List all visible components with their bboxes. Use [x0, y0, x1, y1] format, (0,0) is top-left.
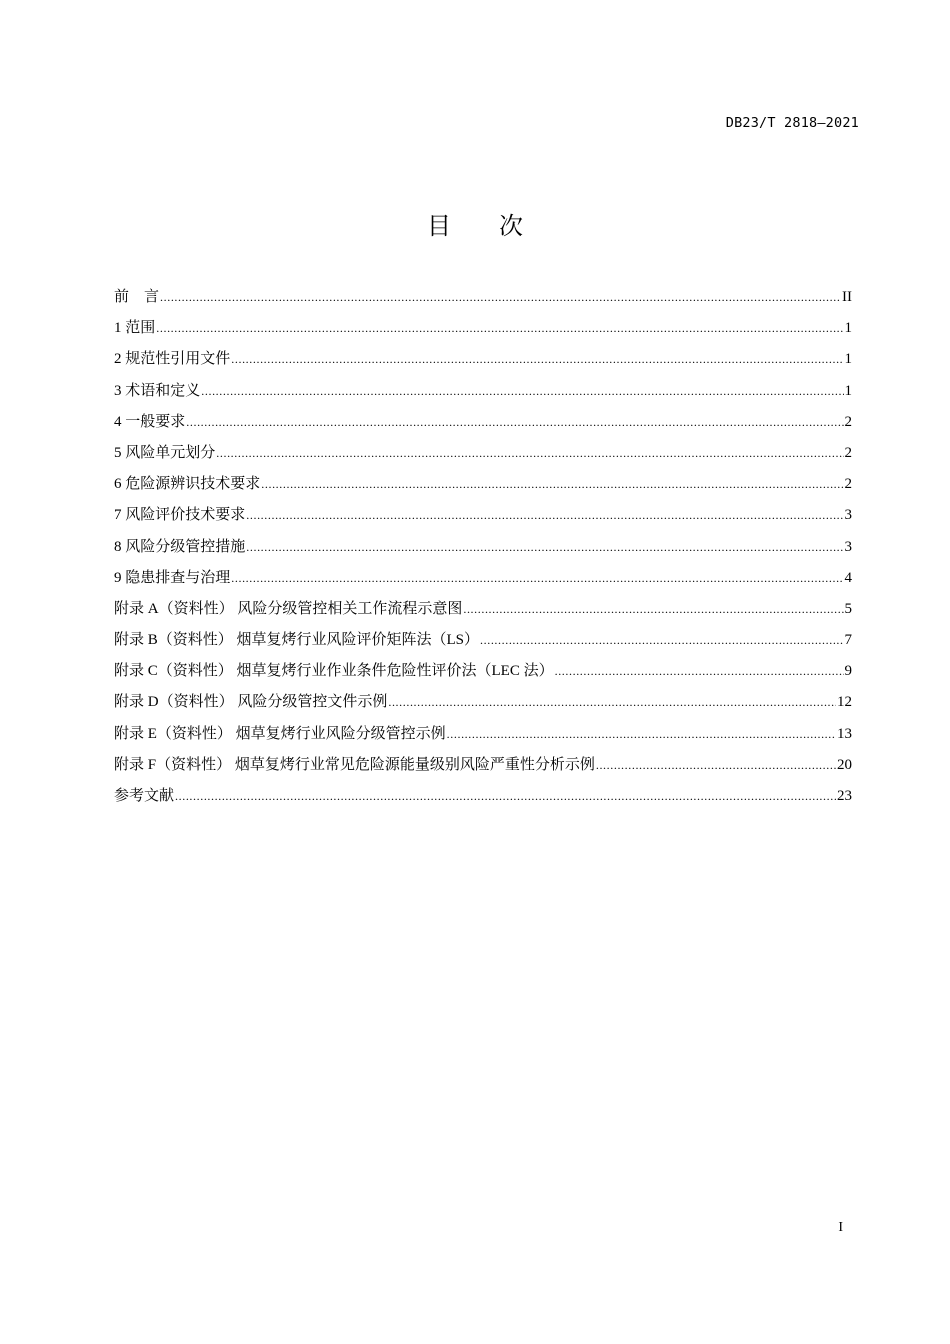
toc-entry-label: 附录 F（资料性） 烟草复烤行业常见危险源能量级别风险严重性分析示例 — [114, 756, 595, 773]
toc-entry-page: 13 — [837, 725, 852, 742]
toc-entry-page: 3 — [844, 538, 852, 555]
toc-entry-label: 2 规范性引用文件 — [114, 351, 231, 368]
toc-entry-label: 3 术语和定义 — [114, 382, 201, 399]
dot-leader — [186, 411, 843, 433]
dot-leader — [216, 442, 843, 464]
page-number: I — [838, 1220, 843, 1235]
dot-leader — [246, 504, 843, 526]
toc-entry-hidden-danger[interactable] — [114, 567, 852, 598]
dot-leader — [231, 567, 843, 589]
dot-leader — [463, 598, 843, 620]
toc-entry-label: 5 风险单元划分 — [114, 444, 216, 461]
dot-leader — [201, 380, 843, 402]
toc-entry-risk-evaluation[interactable] — [114, 504, 852, 535]
toc-entry-page: 1 — [844, 351, 852, 368]
toc-entry-appendix-b[interactable] — [114, 629, 852, 660]
dot-leader — [175, 785, 836, 807]
title-char-1: 目 — [427, 212, 451, 240]
toc-entry-page: 9 — [844, 663, 852, 680]
page-title — [0, 206, 950, 241]
toc-entry-appendix-c[interactable] — [114, 660, 852, 691]
dot-leader — [156, 317, 843, 339]
toc-entry-appendix-d[interactable] — [114, 691, 852, 722]
toc-entry-page: 5 — [844, 600, 852, 617]
toc-entry-label: 1 范围 — [114, 320, 156, 337]
toc-entry-label: 附录 C（资料性） 烟草复烤行业作业条件危险性评价法（LEC 法） — [114, 663, 554, 680]
toc-entry-page: 7 — [844, 632, 852, 649]
toc-entry-label: 附录 D（资料性） 风险分级管控文件示例 — [114, 694, 388, 711]
toc-entry-page: 23 — [837, 788, 852, 804]
toc-entry-label: 附录 A（资料性） 风险分级管控相关工作流程示意图 — [114, 600, 463, 617]
toc-entry-page: 2 — [844, 413, 852, 430]
toc-entry-label: 9 隐患排查与治理 — [114, 569, 231, 586]
toc-entry-general-requirements[interactable] — [114, 411, 852, 442]
toc-entry-appendix-a[interactable] — [114, 598, 852, 629]
toc-entry-appendix-e[interactable] — [114, 723, 852, 754]
toc-entry-label: 4 一般要求 — [114, 413, 186, 430]
toc-entry-risk-unit-division[interactable] — [114, 442, 852, 473]
toc-entry-page: 1 — [844, 320, 852, 337]
document-code: DB23/T 2818—2021 — [725, 115, 859, 131]
toc-entry-page: 1 — [844, 382, 852, 399]
dot-leader — [555, 660, 844, 682]
toc-entry-page: 20 — [837, 756, 852, 773]
table-of-contents — [114, 286, 852, 816]
dot-leader — [447, 723, 836, 745]
toc-entry-risk-control-measures[interactable] — [114, 536, 852, 567]
dot-leader — [596, 754, 836, 776]
toc-entry-page: 12 — [837, 694, 852, 711]
toc-entry-page: 2 — [844, 476, 852, 493]
toc-entry-bibliography[interactable] — [114, 785, 852, 816]
toc-entry-page: II — [842, 289, 852, 305]
toc-entry-label: 6 危险源辨识技术要求 — [114, 476, 261, 493]
toc-entry-page: 2 — [844, 444, 852, 461]
toc-entry-normative-references[interactable] — [114, 348, 852, 379]
toc-entry-label: 7 风险评价技术要求 — [114, 507, 246, 524]
dot-leader — [231, 348, 843, 370]
toc-entry-label: 附录 B（资料性） 烟草复烤行业风险评价矩阵法（LS） — [114, 632, 480, 649]
dot-leader — [246, 536, 843, 558]
toc-entry-label: 参考文献 — [114, 788, 175, 804]
toc-entry-label: 附录 E（资料性） 烟草复烤行业风险分级管控示例 — [114, 725, 446, 742]
toc-entry-label: 前 言 — [114, 289, 160, 305]
toc-entry-scope[interactable] — [114, 317, 852, 348]
toc-entry-page: 4 — [844, 569, 852, 586]
title-char-2: 次 — [499, 212, 523, 240]
dot-leader — [480, 629, 843, 651]
toc-entry-appendix-f[interactable] — [114, 754, 852, 785]
dot-leader — [160, 286, 841, 308]
toc-entry-terms-definitions[interactable] — [114, 380, 852, 411]
toc-entry-label: 8 风险分级管控措施 — [114, 538, 246, 555]
toc-entry-hazard-identification[interactable] — [114, 473, 852, 504]
toc-entry-page: 3 — [844, 507, 852, 524]
toc-entry-foreword[interactable] — [114, 286, 852, 317]
dot-leader — [261, 473, 843, 495]
dot-leader — [388, 691, 836, 713]
